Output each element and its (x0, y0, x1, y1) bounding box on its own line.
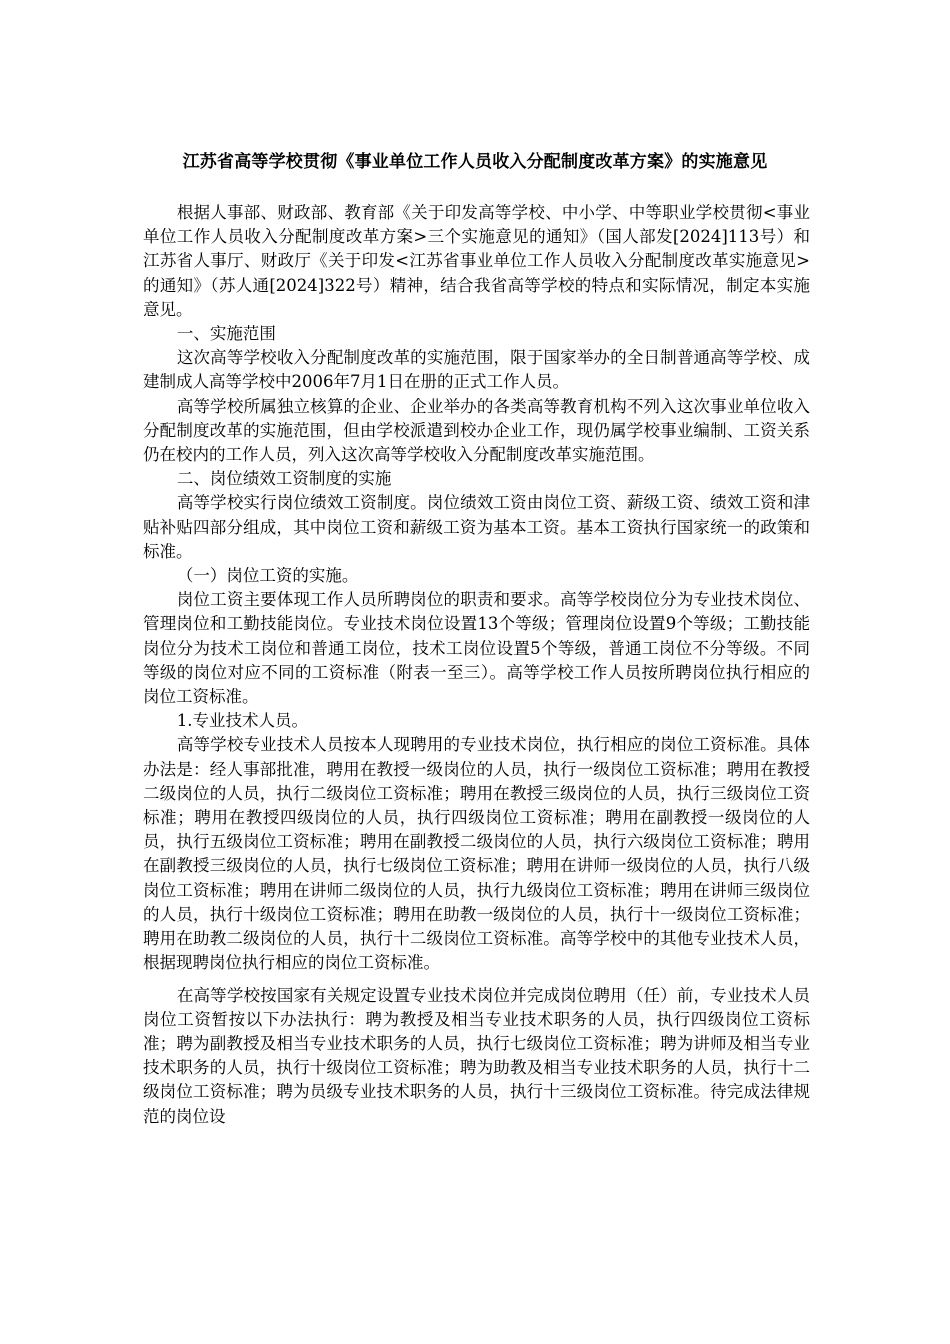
body-paragraph: 高等学校专业技术人员按本人现聘用的专业技术岗位，执行相应的岗位工资标准。具体办法是：经人事部批准，聘用在教授一级岗位的人员，执行一级岗位工资标准；聘用在教授二级岗位的人员，执行二级岗位工资标准；聘用在教授三级岗位的人员，执行三级岗位工资标准；聘用在教授四级岗位的人员，执行四级岗位工资标准；聘用在副教授一级岗位的人员，执行五级岗位工资标准；聘用在副教授二级岗位的人员，执行六级岗位工资标准；聘用在副教授三级岗位的人员，执行七级岗位工资标准；聘用在讲师一级岗位的人员，执行八级岗位工资标准；聘用在讲师二级岗位的人员，执行九级岗位工资标准；聘用在讲师三级岗位的人员，执行十级岗位工资标准；聘用在助教一级岗位的人员，执行十一级岗位工资标准；聘用在助教二级岗位的人员，执行十二级岗位工资标准。高等学校中的其他专业技术人员，根据现聘岗位执行相应的岗位工资标准。 (143, 735, 810, 973)
intro-paragraph: 根据人事部、财政部、教育部《关于印发高等学校、中小学、中等职业学校贯彻<事业单位工作人员收入分配制度改革方案>三个实施意见的通知》（国人部发[2024]113号）和江苏省人事厅、财政厅《关于印发<江苏省事业单位工作人员收入分配制度改革实施意见>的通知》（苏人通[2024]322号）精神，结合我省高等学校的特点和实际情况，制定本实施意见。 (143, 203, 810, 319)
body-paragraph: 高等学校实行岗位绩效工资制度。岗位绩效工资由岗位工资、薪级工资、绩效工资和津贴补贴四部分组成，其中岗位工资和薪级工资为基本工资。基本工资执行国家统一的政策和标准。 (143, 493, 810, 561)
subsection-heading: （一）岗位工资的实施。 (176, 566, 359, 586)
body-paragraph: 这次高等学校收入分配制度改革的实施范围，限于国家举办的全日制普通高等学校、成建制成人高等学校中2006年7月1日在册的正式工作人员。 (143, 348, 810, 392)
body-paragraph: 高等学校所属独立核算的企业、企业举办的各类高等教育机构不列入这次事业单位收入分配制度改革的实施范围，但由学校派遣到校办企业工作，现仍属学校事业编制、工资关系仍在校内的工作人员，列入这次高等学校收入分配制度改革实施范围。 (143, 396, 810, 465)
body-paragraph: 岗位工资主要体现工作人员所聘岗位的职责和要求。高等学校岗位分为专业技术岗位、管理岗位和工勤技能岗位。专业技术岗位设置13个等级；管理岗位设置9个等级；工勤技能岗位分为技术工岗位和普通工岗位，技术工岗位设置5个等级，普通工岗位不分等级。不同等级的岗位对应不同的工资标准（附表一至三）。高等学校工作人员按所聘岗位执行相应的岗位工资标准。 (143, 590, 810, 707)
section-heading: 一、实施范围 (176, 324, 276, 344)
item-heading: 1.专业技术人员。 (176, 711, 309, 731)
body-paragraph: 在高等学校按国家有关规定设置专业技术岗位并完成岗位聘用（任）前，专业技术人员岗位工资暂按以下办法执行：聘为教授及相当专业技术职务的人员，执行四级岗位工资标准；聘为副教授及相当专业技术职务的人员，执行七级岗位工资标准；聘为讲师及相当专业技术职务的人员，执行十级岗位工资标准；聘为助教及相当专业技术职务的人员，执行十二级岗位工资标准；聘为员级专业技术职务的人员，执行十三级岗位工资标准。待完成法律规范的岗位设 (143, 985, 810, 1126)
document-body (143, 201, 810, 1129)
document-title: 江苏省高等学校贯彻《事业单位工作人员收入分配制度改革方案》的实施意见 (182, 152, 768, 172)
section-heading: 二、岗位绩效工资制度的实施 (176, 469, 392, 489)
